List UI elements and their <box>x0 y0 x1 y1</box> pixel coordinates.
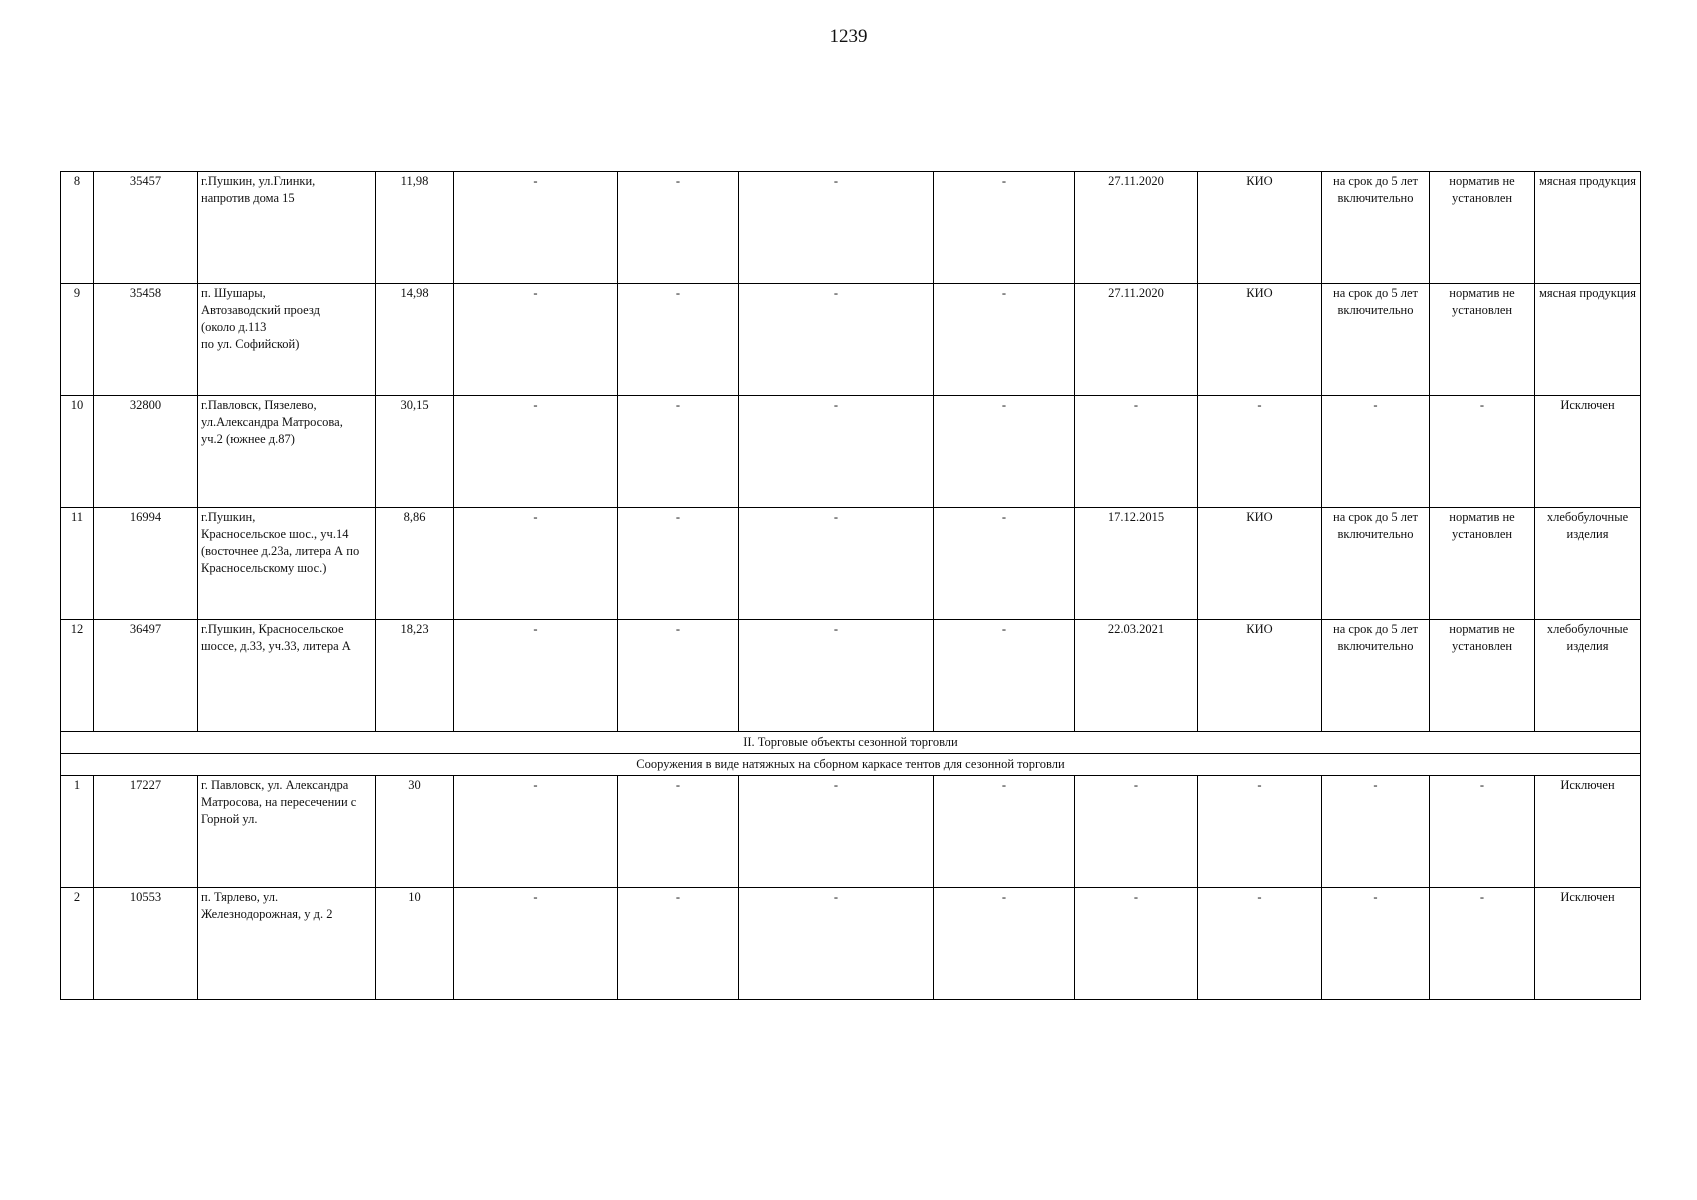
cell-col5: - <box>454 172 618 284</box>
cell-id: 32800 <box>94 396 198 508</box>
cell-norm: норматив не установлен <box>1430 172 1535 284</box>
cell-area: 8,86 <box>376 508 454 620</box>
cell-address: г.Пушкин, Красносельское шоссе, д.33, уч.33, литера А <box>198 620 376 732</box>
cell-col5: - <box>454 396 618 508</box>
cell-col6: - <box>618 508 739 620</box>
cell-number: 9 <box>61 284 94 396</box>
cell-area: 18,23 <box>376 620 454 732</box>
cell-address: г.Павловск, Пязелево, ул.Александра Матросова, уч.2 (южнее д.87) <box>198 396 376 508</box>
table-row <box>61 396 1641 508</box>
cell-organization: - <box>1198 396 1322 508</box>
cell-col5: - <box>454 620 618 732</box>
subsection-row <box>61 754 1641 776</box>
cell-area: 14,98 <box>376 284 454 396</box>
cell-col8: - <box>934 284 1075 396</box>
cell-date: 27.11.2020 <box>1075 284 1198 396</box>
cell-specialization: Исключен <box>1535 396 1641 508</box>
table-row <box>61 284 1641 396</box>
cell-col6: - <box>618 172 739 284</box>
cell-norm: - <box>1430 396 1535 508</box>
cell-number: 1 <box>61 776 94 888</box>
cell-term: на срок до 5 лет включительно <box>1322 284 1430 396</box>
cell-term: - <box>1322 776 1430 888</box>
cell-organization: КИО <box>1198 172 1322 284</box>
cell-norm: норматив не установлен <box>1430 620 1535 732</box>
cell-specialization: Исключен <box>1535 776 1641 888</box>
cell-organization: - <box>1198 888 1322 1000</box>
cell-date: 27.11.2020 <box>1075 172 1198 284</box>
cell-specialization: хлебобулочные изделия <box>1535 620 1641 732</box>
cell-col7: - <box>739 776 934 888</box>
cell-col5: - <box>454 508 618 620</box>
cell-address: г.Пушкин, Красносельское шос., уч.14 (восточнее д.23а, литера А по Красносельскому шос.) <box>198 508 376 620</box>
cell-term: на срок до 5 лет включительно <box>1322 172 1430 284</box>
cell-date: - <box>1075 396 1198 508</box>
cell-date: 17.12.2015 <box>1075 508 1198 620</box>
section-row <box>61 732 1641 754</box>
cell-id: 35457 <box>94 172 198 284</box>
cell-number: 8 <box>61 172 94 284</box>
cell-term: - <box>1322 888 1430 1000</box>
cell-area: 30 <box>376 776 454 888</box>
cell-col6: - <box>618 620 739 732</box>
cell-norm: - <box>1430 776 1535 888</box>
table-row <box>61 888 1641 1000</box>
register-table <box>60 171 1641 1000</box>
cell-id: 36497 <box>94 620 198 732</box>
cell-number: 11 <box>61 508 94 620</box>
subsection-title: Сооружения в виде натяжных на сборном каркасе тентов для сезонной торговли <box>61 754 1641 776</box>
cell-col5: - <box>454 284 618 396</box>
cell-col7: - <box>739 172 934 284</box>
cell-norm: - <box>1430 888 1535 1000</box>
cell-col6: - <box>618 776 739 888</box>
cell-specialization: хлебобулочные изделия <box>1535 508 1641 620</box>
cell-area: 11,98 <box>376 172 454 284</box>
cell-col5: - <box>454 888 618 1000</box>
page-number: 1239 <box>829 26 868 47</box>
cell-term: - <box>1322 396 1430 508</box>
cell-date: - <box>1075 888 1198 1000</box>
table-row <box>61 508 1641 620</box>
cell-col7: - <box>739 284 934 396</box>
cell-organization: КИО <box>1198 620 1322 732</box>
cell-col5: - <box>454 776 618 888</box>
cell-col7: - <box>739 396 934 508</box>
cell-col8: - <box>934 396 1075 508</box>
cell-specialization: мясная продукция <box>1535 172 1641 284</box>
cell-id: 16994 <box>94 508 198 620</box>
cell-number: 2 <box>61 888 94 1000</box>
cell-address: г.Пушкин, ул.Глинки, напротив дома 15 <box>198 172 376 284</box>
cell-term: на срок до 5 лет включительно <box>1322 620 1430 732</box>
cell-norm: норматив не установлен <box>1430 508 1535 620</box>
cell-organization: КИО <box>1198 508 1322 620</box>
cell-norm: норматив не установлен <box>1430 284 1535 396</box>
section-title: II. Торговые объекты сезонной торговли <box>61 732 1641 754</box>
cell-address: п. Шушары, Автозаводский проезд (около д.113 по ул. Софийской) <box>198 284 376 396</box>
cell-col8: - <box>934 888 1075 1000</box>
cell-col8: - <box>934 508 1075 620</box>
part2-body <box>61 776 1641 1000</box>
cell-number: 12 <box>61 620 94 732</box>
cell-specialization: Исключен <box>1535 888 1641 1000</box>
cell-date: 22.03.2021 <box>1075 620 1198 732</box>
cell-id: 35458 <box>94 284 198 396</box>
cell-col8: - <box>934 776 1075 888</box>
part1-body <box>61 172 1641 732</box>
cell-term: на срок до 5 лет включительно <box>1322 508 1430 620</box>
cell-col8: - <box>934 172 1075 284</box>
cell-col7: - <box>739 508 934 620</box>
cell-id: 10553 <box>94 888 198 1000</box>
cell-col8: - <box>934 620 1075 732</box>
cell-col7: - <box>739 888 934 1000</box>
cell-col6: - <box>618 284 739 396</box>
cell-number: 10 <box>61 396 94 508</box>
cell-area: 10 <box>376 888 454 1000</box>
cell-col7: - <box>739 620 934 732</box>
cell-id: 17227 <box>94 776 198 888</box>
cell-address: п. Тярлево, ул. Железнодорожная, у д. 2 <box>198 888 376 1000</box>
cell-col6: - <box>618 888 739 1000</box>
cell-address: г. Павловск, ул. Александра Матросова, на пересечении с Горной ул. <box>198 776 376 888</box>
cell-col6: - <box>618 396 739 508</box>
table-row <box>61 620 1641 732</box>
table-row <box>61 776 1641 888</box>
cell-organization: - <box>1198 776 1322 888</box>
cell-date: - <box>1075 776 1198 888</box>
table-row <box>61 172 1641 284</box>
cell-organization: КИО <box>1198 284 1322 396</box>
cell-specialization: мясная продукция <box>1535 284 1641 396</box>
cell-area: 30,15 <box>376 396 454 508</box>
